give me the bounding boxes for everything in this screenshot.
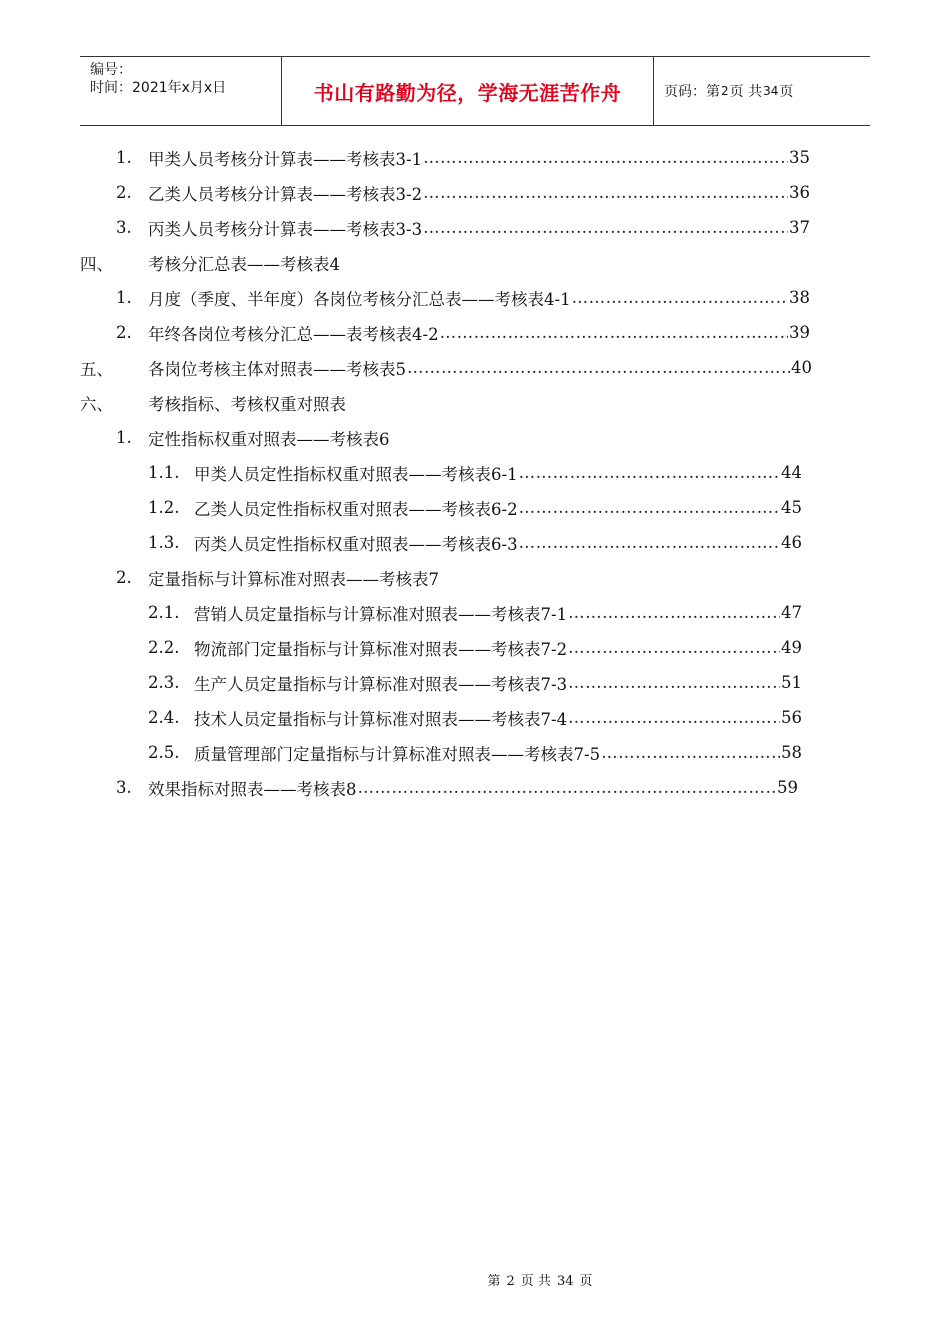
toc-title: 乙类人员考核分计算表——考核表3-2: [148, 184, 423, 204]
toc-title: 甲类人员考核分计算表——考核表3-1: [148, 149, 423, 169]
toc-leader: [407, 358, 790, 377]
page-prefix: 页码：第: [664, 84, 720, 100]
toc-title: 物流部门定量指标与计算标准对照表——考核表7-2: [194, 639, 568, 659]
toc-subsection-heading[interactable]: [116, 560, 810, 595]
toc-number: 2.: [116, 323, 132, 342]
toc-title: 丙类人员定性指标权重对照表——考核表6-3: [194, 534, 518, 554]
toc-page: 58: [781, 743, 802, 762]
toc-title: 乙类人员定性指标权重对照表——考核表6-2: [194, 499, 518, 519]
toc-page: 38: [789, 288, 810, 307]
toc-leader: [601, 743, 780, 762]
toc-number: 2.3.: [148, 673, 180, 692]
toc-title: 生产人员定量指标与计算标准对照表——考核表7-3: [194, 674, 568, 694]
footer-page-total: 34: [556, 1274, 574, 1289]
page-header: [80, 56, 870, 126]
toc-leader: [568, 673, 780, 692]
time-label: 时间：2021年x月x日: [90, 80, 227, 96]
toc-title: 效果指标对照表——考核表8: [148, 779, 357, 799]
toc-section-heading[interactable]: [80, 385, 810, 420]
toc-number: 1.: [116, 288, 132, 307]
toc-number: 2.: [116, 183, 132, 202]
toc-page: 44: [781, 463, 802, 482]
page-number: 2: [721, 84, 729, 98]
toc-title: 考核指标、考核权重对照表: [148, 394, 346, 414]
toc-number: 2.: [116, 568, 132, 587]
toc-leader: [572, 288, 788, 307]
header-page-info: [654, 57, 870, 125]
header-meta: [80, 57, 282, 125]
toc-title: 各岗位考核主体对照表——考核表5: [148, 359, 406, 379]
toc-entry[interactable]: [148, 630, 802, 665]
toc-entry[interactable]: [116, 280, 810, 315]
toc-title: 甲类人员定性指标权重对照表——考核表6-1: [194, 464, 518, 484]
footer-page-number: 2: [506, 1274, 515, 1289]
toc-page: 37: [789, 218, 810, 237]
toc-leader: [358, 778, 777, 797]
page-total: 34: [763, 84, 779, 98]
toc-number: 2.5.: [148, 743, 180, 762]
toc-entry[interactable]: [116, 210, 810, 245]
toc-page: 40: [791, 358, 812, 377]
toc-number: 1.3.: [148, 533, 180, 552]
toc-leader: [568, 708, 780, 727]
toc-title: 月度（季度、半年度）各岗位考核分汇总表——考核表4-1: [148, 289, 571, 309]
toc-page: 35: [789, 148, 810, 167]
toc-page: 59: [777, 778, 798, 797]
toc-entry[interactable]: [116, 175, 810, 210]
toc-entry[interactable]: [116, 140, 810, 175]
toc-leader: [423, 148, 788, 167]
toc-title: 考核分汇总表——考核表4: [148, 254, 340, 274]
toc-entry[interactable]: [80, 350, 812, 385]
toc-entry[interactable]: [116, 315, 810, 350]
toc-page: 56: [781, 708, 802, 727]
page-footer: [0, 1270, 950, 1289]
toc-entry[interactable]: [148, 665, 802, 700]
toc-number: 2.4.: [148, 708, 180, 727]
toc-leader: [519, 498, 780, 517]
toc-number: 1.: [116, 428, 132, 447]
toc-page: 49: [781, 638, 802, 657]
toc-number: 1.1.: [148, 463, 180, 482]
toc-entry[interactable]: [148, 525, 802, 560]
toc-number: 3.: [116, 778, 132, 797]
toc-page: 47: [781, 603, 802, 622]
toc-page: 36: [789, 183, 810, 202]
toc-entry[interactable]: [148, 700, 802, 735]
toc-section-heading[interactable]: [80, 245, 810, 280]
toc-title: 质量管理部门定量指标与计算标准对照表——考核表7-5: [194, 744, 601, 764]
toc-leader: [519, 463, 780, 482]
footer-prefix: 第: [487, 1274, 501, 1289]
header-motto: 书山有路勤为径，学海无涯苦作舟: [282, 57, 654, 125]
toc-leader: [440, 323, 788, 342]
toc-number: 六、: [80, 394, 113, 414]
toc-number: 1.2.: [148, 498, 180, 517]
toc-title: 丙类人员考核分计算表——考核表3-3: [148, 219, 423, 239]
toc-number: 2.2.: [148, 638, 180, 657]
toc-number: 1.: [116, 148, 132, 167]
toc-leader: [568, 638, 780, 657]
number-label: 编号：: [90, 62, 132, 78]
toc-title: 技术人员定量指标与计算标准对照表——考核表7-4: [194, 709, 568, 729]
toc-number: 3.: [116, 218, 132, 237]
toc-number: 四、: [80, 254, 113, 274]
toc-entry[interactable]: [148, 735, 802, 770]
toc-title: 定性指标权重对照表——考核表6: [148, 429, 390, 449]
toc-leader: [568, 603, 780, 622]
page-mid: 页 共: [729, 84, 763, 100]
toc-leader: [423, 218, 788, 237]
toc-page: 46: [781, 533, 802, 552]
toc-number: 五、: [80, 359, 113, 379]
toc-page: 51: [781, 673, 802, 692]
footer-suffix: 页: [579, 1274, 593, 1289]
toc-title: 营销人员定量指标与计算标准对照表——考核表7-1: [194, 604, 568, 624]
toc-entry[interactable]: [116, 770, 798, 805]
toc-leader: [519, 533, 780, 552]
toc-title: 定量指标与计算标准对照表——考核表7: [148, 569, 439, 589]
toc-entry[interactable]: [148, 490, 802, 525]
toc-entry[interactable]: [148, 455, 802, 490]
toc-page: 39: [789, 323, 810, 342]
toc-subsection-heading[interactable]: [116, 420, 810, 455]
page-suffix: 页: [779, 84, 794, 100]
toc-title: 年终各岗位考核分汇总——表考核表4-2: [148, 324, 439, 344]
toc-page: 45: [781, 498, 802, 517]
toc-number: 2.1.: [148, 603, 180, 622]
toc-leader: [423, 183, 788, 202]
footer-mid: 页 共: [520, 1274, 551, 1289]
toc-entry[interactable]: [148, 595, 802, 630]
